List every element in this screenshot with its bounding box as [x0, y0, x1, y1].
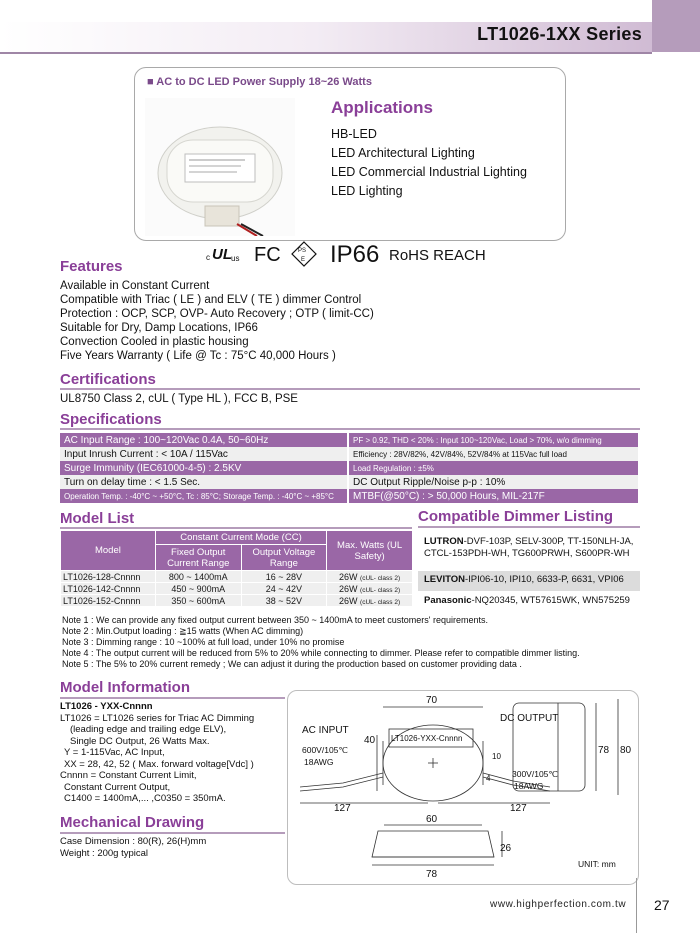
- mechanical-title: Mechanical Drawing: [60, 814, 205, 831]
- table-row: [60, 489, 638, 503]
- features-title: Features: [60, 258, 123, 275]
- info-line: Y = 1-115Vac, AC Input,: [64, 747, 165, 758]
- svg-text:UL: UL: [212, 246, 232, 263]
- info-line: Constant Current Output,: [64, 781, 171, 793]
- dimmer-models: -IPI06-10, IPI10, 6633-P, 6631, VPI06: [465, 574, 624, 585]
- ul-mark-icon: [206, 246, 239, 263]
- table-row: [61, 595, 413, 607]
- applications-list: [331, 125, 527, 201]
- table-cell: LT1026-128-Cnnnn: [61, 571, 156, 583]
- note-item: Note 5 : The 5% to 20% current remedy ; We can adjust it during the production based on customer providing data .: [62, 659, 522, 669]
- specifications-table: [60, 433, 638, 503]
- dim-78-bottom: 78: [426, 869, 438, 880]
- table-cell: 16 ~ 28V: [241, 571, 327, 583]
- model-list-table: [60, 530, 413, 607]
- list-item: LED Architectural Lighting: [331, 146, 475, 160]
- dimmer-brand: LUTRON: [424, 536, 464, 547]
- dimmer-models: -DVF-103P, SELV-300P, TT-150NLH-JA, CTCL-153PDH-WH, TG600PRWH, S600PR-WH: [424, 536, 634, 559]
- mechanical-text: [60, 836, 206, 860]
- feature-item: Available in Constant Current: [60, 280, 210, 292]
- note-item: Note 1 : We can provide any fixed output current between 350 ~ 1400mA to meet customers' requirements.: [62, 615, 489, 625]
- spec-cell: AC Input Range : 100~120Vac 0.4A, 50~60Hz: [60, 433, 348, 447]
- dim-60: 60: [426, 814, 438, 825]
- table-cell: 800 ~ 1400mA: [155, 571, 241, 583]
- safety-class: (cUL- class 2): [360, 586, 401, 594]
- footer-divider: [636, 878, 637, 933]
- header-rule: [0, 52, 652, 54]
- table-row: [60, 433, 638, 447]
- table-cell: 38 ~ 52V: [241, 595, 327, 607]
- table-header: Model: [61, 531, 156, 571]
- table-cell: [327, 583, 413, 595]
- table-row: [61, 571, 413, 583]
- note-item: Note 3 : Dimming range : 10 ~100% at full load, under 10% no promise: [62, 637, 345, 647]
- footer-url: www.highperfection.com.tw: [490, 899, 627, 910]
- note-item: Note 4 : The output current will be reduced from 5% to 20% while connecting to dimmer. Please refer to compatible dimmer listing.: [62, 648, 580, 658]
- header-bar: [0, 0, 700, 52]
- table-cell: LT1026-152-Cnnnn: [61, 595, 156, 607]
- feature-item: Compatible with Triac ( LE ) and ELV ( TE ) dimmer Control: [60, 294, 362, 306]
- note-item: Note 2 : Min.Output loading : ≧15 watts (When AC dimming): [62, 626, 304, 636]
- notes: [62, 615, 580, 670]
- section-divider: [418, 526, 640, 528]
- ac-input-label: AC INPUT: [302, 725, 349, 736]
- spec-cell: PF > 0.92, THD < 20% : Input 100~120Vac, Load > 70%, w/o dimming: [348, 433, 638, 447]
- dimmer-entry-leviton: [418, 571, 640, 591]
- dim-26: 26: [500, 843, 512, 854]
- dimmer-listing-title: Compatible Dimmer Listing: [418, 508, 614, 525]
- dimmer-brand: Panasonic: [424, 595, 472, 606]
- section-divider: [60, 832, 285, 834]
- list-item: LED Lighting: [331, 184, 403, 198]
- watts-value: 26W: [339, 571, 358, 582]
- safety-class: (cUL- class 2): [360, 598, 401, 606]
- applications-title: Applications: [331, 98, 434, 117]
- section-divider: [60, 388, 640, 390]
- body-model-label: LT1026-YXX-Cnnnn: [391, 734, 463, 743]
- svg-text:FC: FC: [254, 244, 281, 266]
- ip66-mark: IP66: [330, 241, 380, 268]
- info-line: (leading edge and trailing edge ELV),: [70, 724, 227, 735]
- mech-line: Weight : 200g typical: [60, 848, 149, 859]
- product-photo: [145, 98, 295, 236]
- table-cell: [327, 571, 413, 583]
- info-line: LT1026 = LT1026 series for Triac AC Dimming: [60, 712, 255, 724]
- spec-cell: Efficiency : 28V/82%, 42V/84%, 52V/84% at 115Vac full load: [348, 447, 638, 461]
- ac-wire-awg: 18AWG: [304, 757, 334, 767]
- unit-label: UNIT: mm: [578, 859, 616, 869]
- ac-wire-rating: 600V/105℃: [302, 745, 348, 755]
- dim-80: 80: [620, 745, 632, 756]
- info-line: Cnnnn = Constant Current Limit,: [60, 770, 197, 781]
- table-row: [60, 475, 638, 489]
- dim-78-side: 78: [598, 745, 610, 756]
- table-row: [60, 461, 638, 475]
- table-cell: [327, 595, 413, 607]
- watts-value: 26W: [339, 583, 358, 594]
- spec-cell: Surge Immunity (IEC61000-4-5) : 2.5KV: [60, 461, 348, 475]
- table-header: Max. Watts (UL Safety): [327, 531, 413, 571]
- table-header: Output Voltage Range: [241, 545, 327, 571]
- dimmer-brand: LEVITON: [424, 574, 465, 585]
- table-cell: 450 ~ 900mA: [155, 583, 241, 595]
- dim-10: 10: [492, 752, 501, 761]
- dimmer-entry-panasonic: [418, 594, 640, 610]
- dc-wire-rating: 300V/105℃: [512, 769, 558, 779]
- safety-class: (cUL- class 2): [360, 574, 401, 582]
- spec-cell: Turn on delay time : < 1.5 Sec.: [60, 475, 348, 489]
- pse-mark-icon: [292, 242, 316, 266]
- feature-item: Suitable for Dry, Damp Locations, IP66: [60, 322, 258, 334]
- dc-wire-awg: 18AWG: [514, 781, 544, 791]
- watts-value: 26W: [339, 595, 358, 606]
- model-list-title: Model List: [60, 510, 135, 527]
- dim-40: 40: [364, 735, 376, 746]
- model-code: LT1026 - YXX-Cnnnn: [60, 701, 153, 712]
- intro-card: [134, 67, 566, 241]
- svg-text:c: c: [206, 253, 210, 262]
- feature-item: Five Years Warranty ( Life @ Tc : 75°C 40,000 Hours ): [60, 350, 336, 362]
- feature-item: Convection Cooled in plastic housing: [60, 336, 249, 348]
- card-title: ■ AC to DC LED Power Supply 18~26 Watts: [147, 76, 372, 88]
- spec-cell: Operation Temp. : -40°C ~ +50°C, Tc : 85°C; Storage Temp. : -40°C ~ +85°C: [60, 489, 348, 503]
- certifications-title: Certifications: [60, 371, 156, 388]
- list-item: LED Commercial Industrial Lighting: [331, 165, 527, 179]
- spec-cell: DC Output Ripple/Noise p-p : 10%: [348, 475, 638, 489]
- spec-cell: MTBF(@50°C) : > 50,000 Hours, MIL-217F: [348, 489, 638, 503]
- specifications-title: Specifications: [60, 411, 162, 428]
- drawing-canvas: [288, 691, 640, 886]
- mech-line: Case Dimension : 80(R), 26(H)mm: [60, 836, 207, 847]
- svg-text:PS: PS: [298, 248, 307, 254]
- spec-cell: Load Regulation : ±5%: [348, 461, 638, 475]
- svg-text:E: E: [301, 257, 306, 263]
- section-divider: [60, 697, 285, 699]
- dc-output-label: DC OUTPUT: [500, 713, 559, 724]
- info-line: Single DC Output, 26 Watts Max.: [70, 735, 210, 747]
- dim-4: 4: [486, 774, 491, 783]
- dim-127-right: 127: [510, 803, 527, 814]
- dimmer-entry-lutron: [418, 536, 640, 568]
- table-row: [61, 583, 413, 595]
- fcc-mark-icon: [254, 244, 281, 266]
- feature-item: Protection : OCP, SCP, OVP- Auto Recovery ; OTP ( limit-CC): [60, 308, 374, 320]
- section-divider: [60, 428, 640, 430]
- table-header: Fixed Output Current Range: [155, 545, 241, 571]
- page-number: 27: [654, 897, 670, 913]
- features-list: [60, 279, 374, 363]
- dim-70: 70: [426, 695, 438, 706]
- model-info-title: Model Information: [60, 679, 190, 696]
- table-cell: 350 ~ 600mA: [155, 595, 241, 607]
- list-item: HB-LED: [331, 127, 377, 141]
- rohs-reach-mark: RoHS REACH: [389, 247, 486, 264]
- table-cell: LT1026-142-Cnnnn: [61, 583, 156, 595]
- info-line: C1400 = 1400mA,... ,C0350 = 350mA.: [64, 793, 226, 804]
- svg-text:us: us: [231, 254, 240, 263]
- dimmer-models: -NQ20345, WT57615WK, WN575259: [471, 595, 630, 606]
- section-divider: [60, 527, 412, 529]
- info-line: XX = 28, 42, 52 ( Max. forward voltage[Vdc] ): [64, 758, 254, 770]
- table-cell: 24 ~ 42V: [241, 583, 327, 595]
- table-header: Constant Current Mode (CC): [155, 531, 326, 545]
- model-info-text: [60, 701, 254, 805]
- header-tab: [652, 0, 700, 52]
- series-title: LT1026-1XX Series: [477, 24, 642, 44]
- dim-127-left: 127: [334, 803, 351, 814]
- dimension-drawing: [287, 690, 639, 885]
- certifications-text: UL8750 Class 2, cUL ( Type HL ), FCC B, PSE: [60, 393, 298, 405]
- spec-cell: Input Inrush Current : < 10A / 115Vac: [60, 447, 348, 461]
- table-row: [60, 447, 638, 461]
